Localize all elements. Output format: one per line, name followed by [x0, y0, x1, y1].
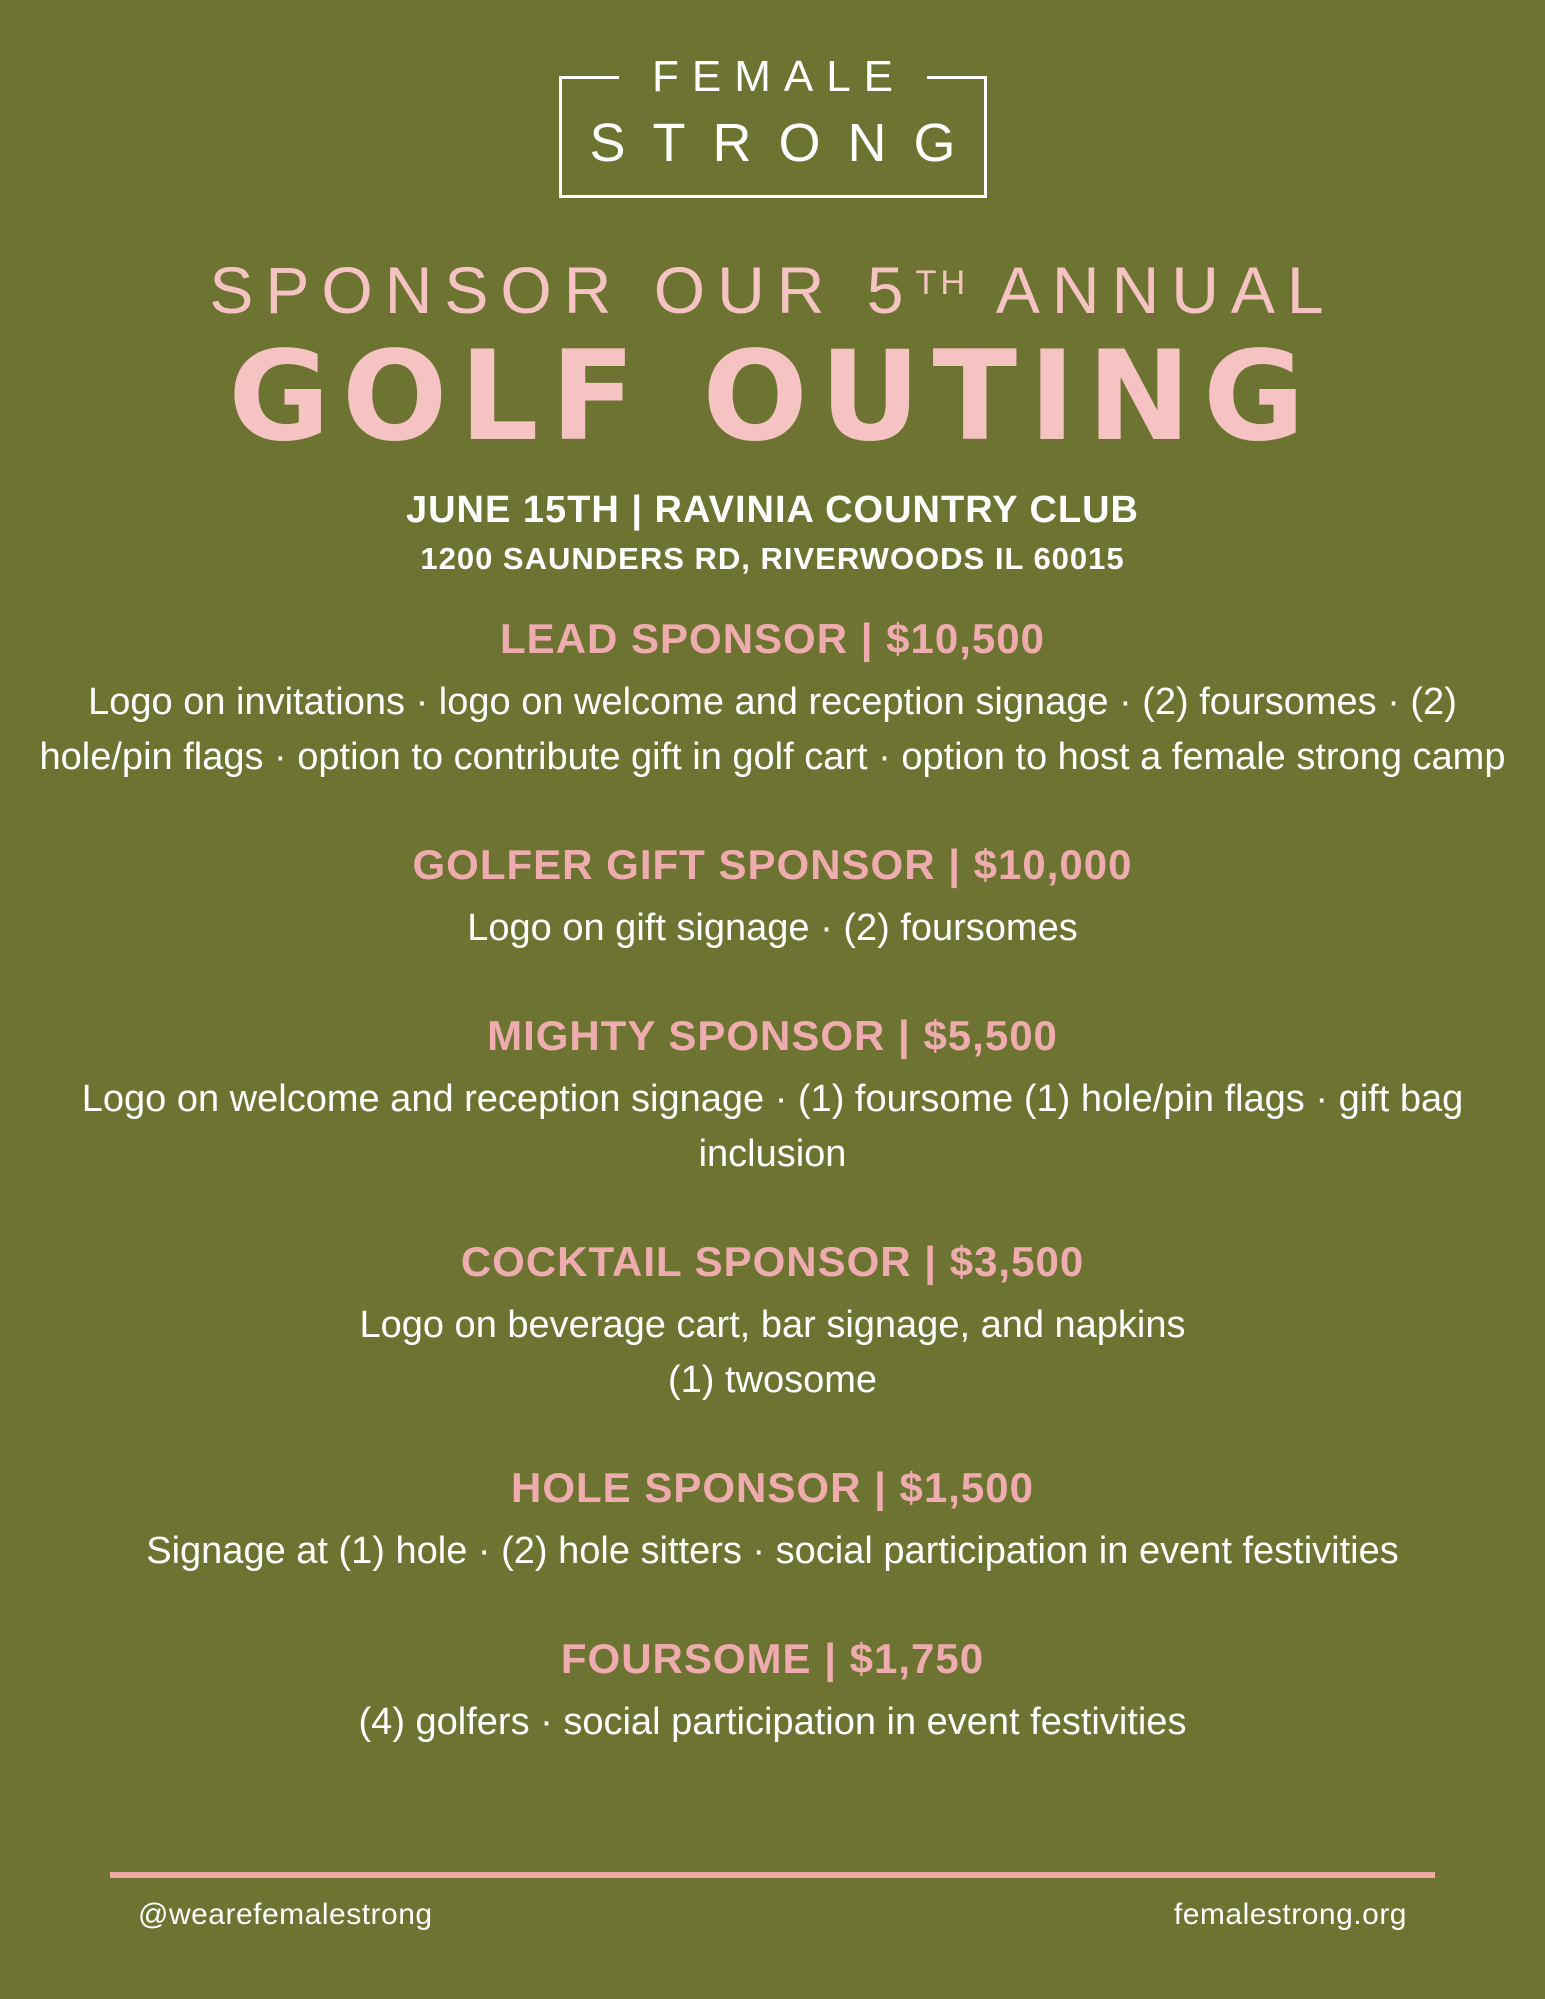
tier-separator: |: [848, 614, 887, 662]
logo-frame-right-segment: [927, 76, 987, 79]
footer: [0, 1898, 1545, 1932]
tier-description-line: Signage at (1) hole · (2) hole sitters · social participation in event festivities: [146, 1530, 1399, 1573]
logo-wordmark-strong: STRONG: [589, 113, 983, 173]
tier-price: $1,500: [899, 1464, 1034, 1512]
footer-social-handle: @wearefemalestrong: [138, 1898, 433, 1931]
tier-list: [0, 615, 1545, 1751]
tier-separator: |: [861, 1464, 900, 1512]
page-title: GOLF OUTING: [228, 324, 1317, 469]
logo-lockup: [559, 48, 987, 198]
tier-header: [0, 1635, 1545, 1683]
tier: [0, 1012, 1545, 1182]
hero-kicker-prefix: SPONSOR OUR 5: [209, 253, 916, 327]
tier-price: $1,750: [849, 1635, 985, 1683]
footer-divider: [110, 1872, 1435, 1878]
tier-price: $3,500: [949, 1237, 1085, 1285]
tier-header: [0, 1012, 1545, 1060]
logo: [0, 0, 1545, 198]
tier-separator: |: [885, 1011, 924, 1059]
tier-header: [0, 615, 1545, 663]
hero-kicker: [0, 254, 1545, 327]
tier: [0, 1238, 1545, 1408]
tier: [0, 615, 1545, 785]
tier: [0, 1635, 1545, 1750]
tier-price: $10,500: [886, 614, 1045, 662]
tier-header: [0, 1464, 1545, 1512]
tier-description: [23, 901, 1523, 956]
logo-wordmark-female: FEMALE: [651, 52, 907, 101]
hero-kicker-suffix: ANNUAL: [969, 253, 1336, 327]
tier: [0, 1464, 1545, 1579]
event-address: 1200 SAUNDERS RD, RIVERWOODS IL 60015: [420, 540, 1125, 576]
logo-frame-left-segment: [559, 76, 619, 79]
tier-header: [0, 841, 1545, 889]
tier-price: $10,000: [973, 840, 1133, 888]
tier-separator: |: [811, 1635, 850, 1683]
tier-separator: |: [911, 1237, 950, 1285]
tier-description-line: Logo on beverage cart, bar signage, and napkins: [359, 1303, 1186, 1346]
tier-name: HOLE SPONSOR: [511, 1464, 862, 1512]
tier-description-line: (4) golfers · social participation in event festivities: [358, 1701, 1187, 1744]
tier: [0, 841, 1545, 956]
tier-price: $5,500: [923, 1011, 1058, 1059]
tier-description-line: Logo on welcome and reception signage · (1) foursome (1) hole/pin flags · gift bag inclusion: [81, 1077, 1464, 1175]
tier-name: GOLFER GIFT SPONSOR: [412, 840, 936, 888]
tier-header: [0, 1238, 1545, 1286]
tier-description: [23, 1695, 1523, 1750]
event-details: [0, 489, 1545, 577]
tier-separator: |: [935, 840, 974, 888]
tier-name: MIGHTY SPONSOR: [487, 1011, 886, 1059]
tier-name: COCKTAIL SPONSOR: [460, 1237, 912, 1285]
event-date-venue: JUNE 15TH | RAVINIA COUNTRY CLUB: [405, 488, 1140, 531]
logo-top-row: [559, 48, 987, 106]
tier-description: [23, 1072, 1523, 1182]
footer-website: femalestrong.org: [1173, 1898, 1407, 1931]
tier-description-line: Logo on gift signage · (2) foursomes: [467, 906, 1078, 949]
tier-description-line: Logo on invitations · logo on welcome and reception signage · (2) foursomes · (2) hole/pin flags · option to contribute gift in golf cart · option to host a female strong camp: [39, 680, 1506, 778]
tier-description: [23, 1298, 1523, 1408]
tier-name: FOURSOME: [560, 1635, 812, 1683]
tier-description: [23, 1524, 1523, 1579]
hero-kicker-ordinal: TH: [915, 264, 970, 303]
tier-description-line: (1) twosome: [667, 1359, 878, 1402]
tier-description: [23, 675, 1523, 785]
tier-name: LEAD SPONSOR: [500, 614, 849, 662]
